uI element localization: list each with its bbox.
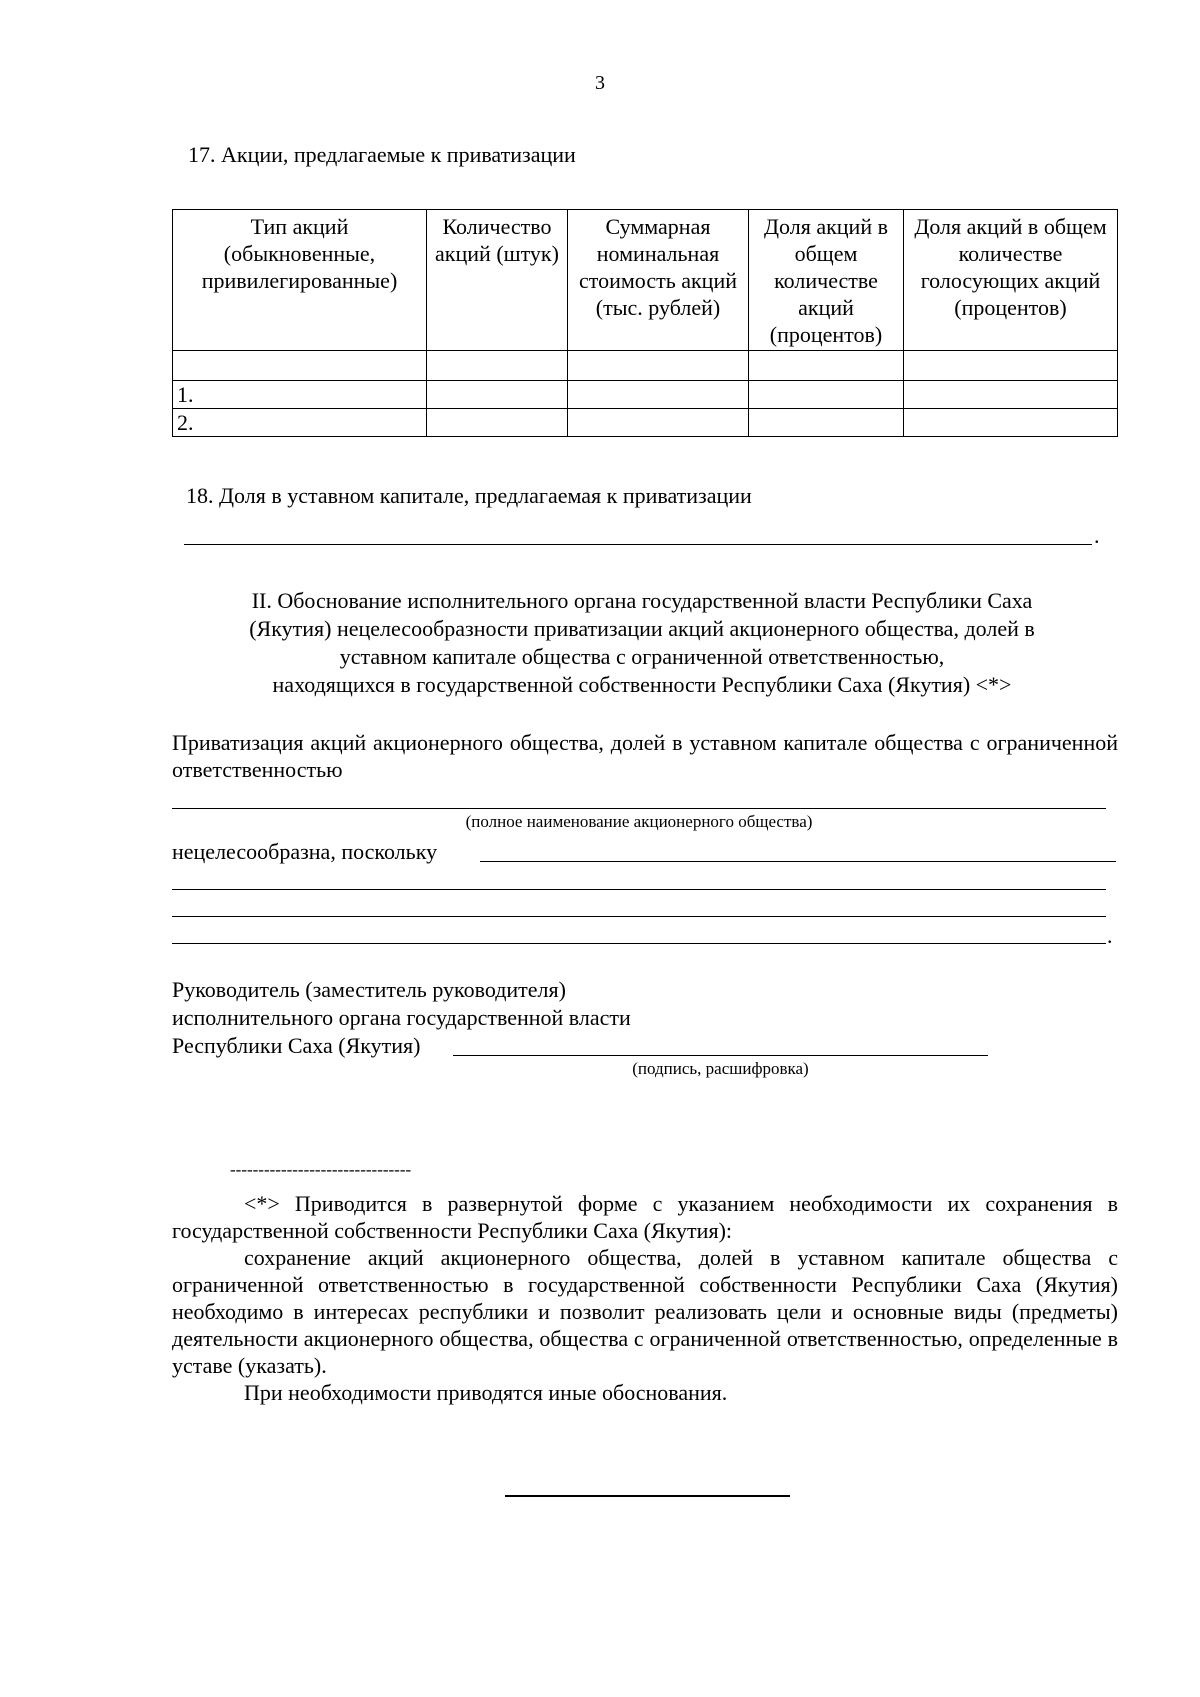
table-cell	[427, 381, 568, 409]
line-end-dot: .	[1107, 923, 1113, 948]
header-share-percent: Доля акций в общем количестве акций (процентов)	[749, 210, 904, 351]
reason-line[interactable]	[172, 943, 1106, 944]
signature-caption: (подпись, расшифровка)	[632, 1059, 809, 1078]
table-cell	[568, 351, 749, 381]
table-cell	[568, 409, 749, 437]
section-2-title-line: находящихся в государственной собственности Республики Саха (Якутия) <*>	[272, 672, 1012, 697]
table-cell	[568, 381, 749, 409]
footnote-paragraph: При необходимости приводятся иные обоснования.	[244, 1380, 728, 1405]
table-cell	[904, 381, 1118, 409]
table-cell: 1.	[173, 381, 427, 409]
footnote-paragraph: сохранение акций акционерного общества, долей в уставном капитале общества с ограниченной ответственностью в государственной собственности Республики Саха (Якутия) необходимо в интересах республики и позволит реализовать цели и основные виды (предметы) деятельности акционерного общества, общества с ограниченной ответственностью, определенные в уставе (указать).	[172, 1245, 1118, 1378]
table-cell	[749, 381, 904, 409]
table-cell	[749, 409, 904, 437]
table-row	[173, 381, 1118, 409]
privatization-text: Приватизация акций акционерного общества, долей в уставном капитале общества с ограниченной ответственностью	[172, 730, 1118, 782]
table-cell	[904, 409, 1118, 437]
section-2-title-line: (Якутия) нецелесообразности приватизации акций акционерного общества, долей в	[249, 616, 1035, 641]
line-end-dot: .	[1094, 523, 1100, 548]
company-name-caption: (полное наименование акционерного общества)	[465, 812, 813, 831]
table-cell	[427, 409, 568, 437]
table-cell	[427, 351, 568, 381]
company-name-line[interactable]	[172, 808, 1106, 809]
signatory-title-line: Республики Саха (Якутия)	[172, 1033, 421, 1058]
footnote-paragraph: <*> Приводится в развернутой форме с указанием необходимости их сохранения в государственной собственности Республики Саха (Якутия):	[172, 1191, 1118, 1243]
inexpedient-label: нецелесообразна, поскольку	[172, 839, 438, 864]
section-2-title-line: II. Обоснование исполнительного органа государственной власти Республики Саха	[251, 588, 1033, 613]
table-cell	[904, 351, 1118, 381]
footnote	[172, 1190, 1118, 1406]
section-17-title: 17. Акции, предлагаемые к приватизации	[188, 142, 576, 167]
table-cell: 2.	[173, 409, 427, 437]
header-share-count: Количество акций (штук)	[427, 210, 568, 351]
header-share-type: Тип акций (обыкновенные, привилегированные)	[173, 210, 427, 351]
document-end-line	[505, 1495, 790, 1497]
table-header-row	[173, 210, 1118, 351]
shares-table	[172, 209, 1118, 437]
header-voting-percent: Доля акций в общем количестве голосующих акций (процентов)	[904, 210, 1118, 351]
header-nominal-value: Суммарная номинальная стоимость акций (тыс. рублей)	[568, 210, 749, 351]
section-2-title	[188, 587, 1096, 699]
footnote-separator: --------------------------------	[230, 1160, 412, 1179]
table-row	[173, 351, 1118, 381]
reason-line[interactable]	[172, 916, 1106, 917]
section-18-title: 18. Доля в уставном капитале, предлагаемая к приватизации	[186, 483, 752, 508]
reason-line[interactable]	[172, 889, 1106, 890]
table-row	[173, 409, 1118, 437]
table-cell	[173, 351, 427, 381]
table-cell	[749, 351, 904, 381]
section-2-title-line: уставном капитале общества с ограниченной ответственностью,	[339, 644, 945, 669]
signatory-title-line: Руководитель (заместитель руководителя)	[172, 977, 566, 1002]
fill-in-line[interactable]	[184, 544, 1092, 545]
reason-line[interactable]	[480, 861, 1116, 862]
page-number: 3	[595, 72, 605, 94]
signatory-title-line: исполнительного органа государственной власти	[172, 1005, 631, 1030]
signature-line[interactable]	[453, 1055, 988, 1056]
